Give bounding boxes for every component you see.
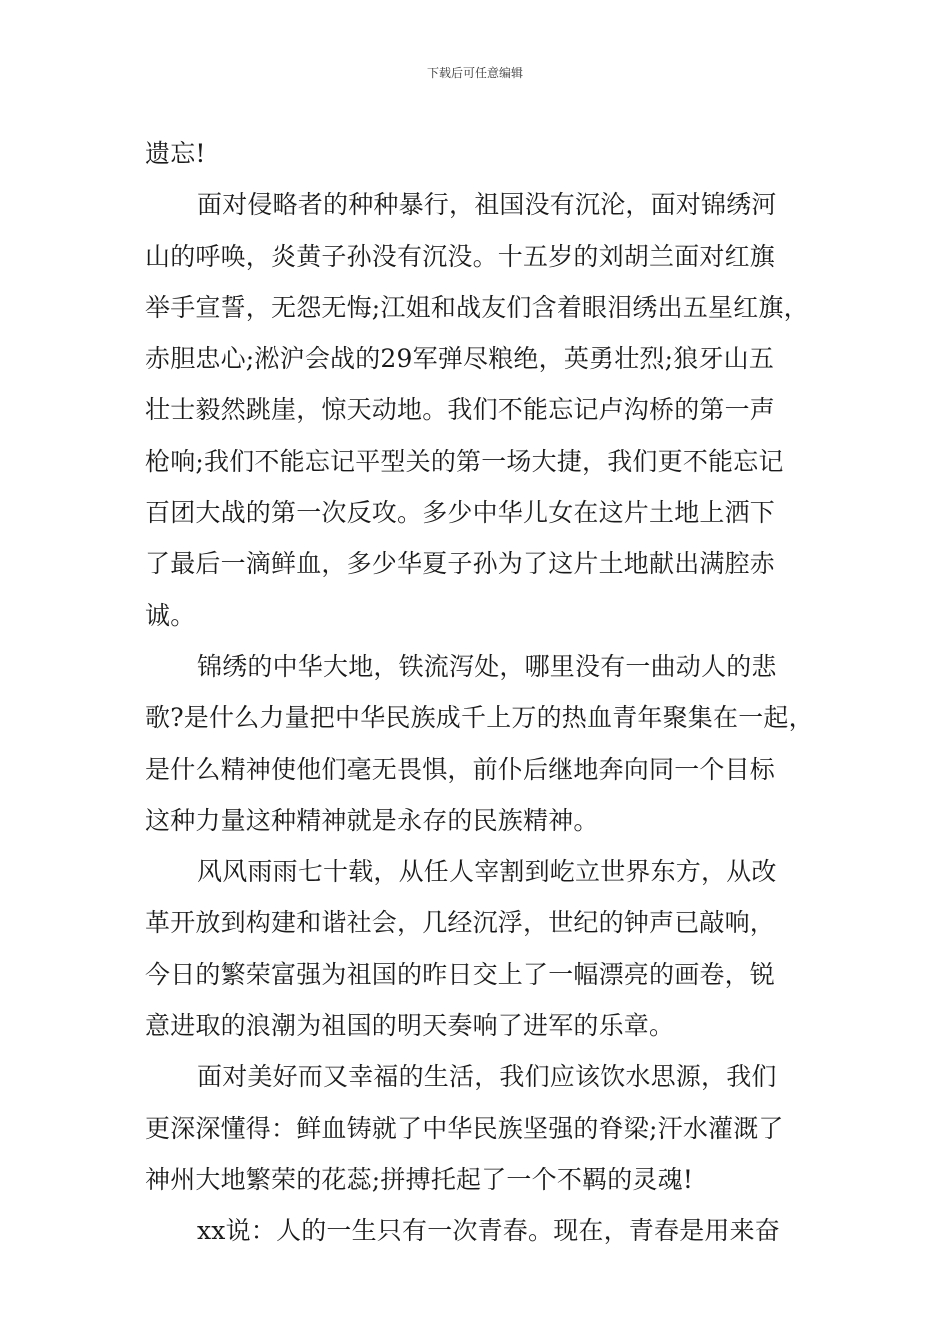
text-line: 是什么精神使他们毫无畏惧，前仆后继地奔向同一个目标 xyxy=(145,754,776,784)
text-line: 意进取的浪潮为祖国的明天奏响了进军的乐章。 xyxy=(145,1011,675,1041)
document-body xyxy=(145,128,814,1257)
text-line: 山的呼唤，炎黄子孙没有沉没。十五岁的刘胡兰面对红旗 xyxy=(145,241,776,271)
text-line: 革开放到构建和谐社会，几经沉浮，世纪的钟声已敲响， xyxy=(145,908,776,938)
text-line: 更深深懂得：鲜血铸就了中华民族坚强的脊梁;汗水灌溉了 xyxy=(145,1113,784,1143)
text-line: 赤胆忠心;淞沪会战的29军弹尽粮绝，英勇壮烈;狼牙山五 xyxy=(145,344,775,374)
text-line: 面对侵略者的种种暴行，祖国没有沉沦，面对锦绣河 xyxy=(197,190,777,220)
text-line: 歌?是什么力量把中华民族成千上万的热血青年聚集在一起， xyxy=(145,703,814,733)
text-line: xx说：人的一生只有一次青春。现在，青春是用来奋 xyxy=(197,1216,781,1246)
text-line: 百团大战的第一次反攻。多少中华儿女在这片土地上洒下 xyxy=(145,498,776,528)
text-line: 了最后一滴鲜血，多少华夏子孙为了这片土地献出满腔赤 xyxy=(145,549,776,579)
text-line: 这种力量这种精神就是永存的民族精神。 xyxy=(145,805,599,835)
page-header: 下载后可任意编辑 xyxy=(426,66,523,80)
text-line: 风风雨雨七十载，从任人宰割到屹立世界东方，从改 xyxy=(197,857,777,887)
text-line: 今日的繁荣富强为祖国的昨日交上了一幅漂亮的画卷，锐 xyxy=(145,959,776,989)
text-line: 诚。 xyxy=(145,600,196,630)
text-line: 枪响;我们不能忘记平型关的第一场大捷，我们更不能忘记 xyxy=(145,446,784,476)
text-line: 壮士毅然跳崖，惊天动地。我们不能忘记卢沟桥的第一声 xyxy=(145,395,776,425)
text-line: 面对美好而又幸福的生活，我们应该饮水思源，我们 xyxy=(197,1062,777,1092)
text-line: 锦绣的中华大地，铁流泻处，哪里没有一曲动人的悲 xyxy=(197,651,777,681)
text-line: 举手宣誓，无怨无悔;江姐和战友们含着眼泪绣出五星红旗， xyxy=(145,292,809,322)
text-line: 遗忘! xyxy=(145,139,206,168)
text-line: 神州大地繁荣的花蕊;拼搏托起了一个不羁的灵魂! xyxy=(145,1164,694,1194)
